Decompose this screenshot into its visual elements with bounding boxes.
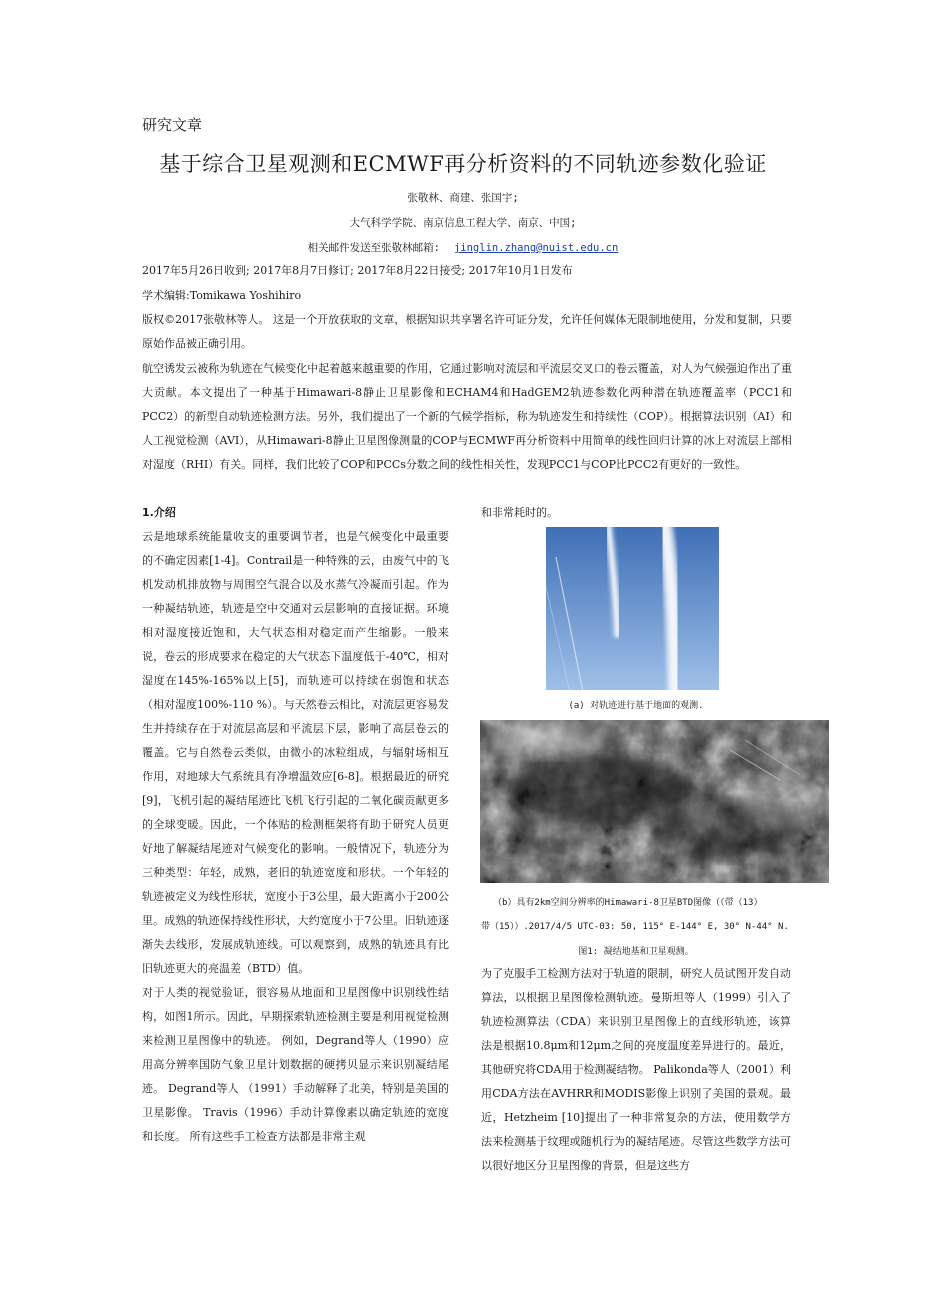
paper-title: 基于综合卫星观测和ECMWF再分析资料的不同轨迹参数化验证 xyxy=(159,152,767,176)
dates: 2017年5月26日收到; 2017年8月7日修订; 2017年8月22日接受; 2017年10月1日发布 xyxy=(142,264,573,277)
editor: 学术编辑:Tomikawa Yoshihiro xyxy=(142,289,302,302)
intro-paragraph-1: 云是地球系统能量收支的重要调节者，也是气候变化中最重要的不确定因素[1-4]。Contrail是一种特殊的云，由废气中的飞机发动机排放物与周围空气混合以及水蒸气冷凝而引起。作为一种凝结轨迹，轨迹是空中交通对云层影响的直接证据。环境相对湿度接近饱和，大气状态相对稳定而产生缩影。一般来说，卷云的形成要求在稳定的大气状态下温度低于-40℃，相对湿度在145%-165%以上[5]，而轨迹可以持续在弱饱和状态（相对湿度100%-110 %）。与天然卷云相比，对流层更容易发生并持续存在于对流层高层和平流层下层，影响了高层卷云的覆盖。它与自然卷云类似，由微小的冰粒组成，与辐射场相互作用，对地球大气系统具有净增温效应[6-8]。根据最近的研究[9]，飞机引起的凝结尾迹比飞机飞行引起的二氧化碳贡献更多的全球变暖。因此，一个体贴的检测框架将有助于研究人员更好地了解凝结尾迹对气候变化的影响。一般情况下，轨迹分为三种类型：年轻，成熟，老旧的轨迹宽度和形状。一个年轻的轨迹被定义为线性形状，宽度小于3公里，最大距离小于200公里。成熟的轨迹保持线性形状，大约宽度小于7公里。旧轨迹逐渐失去线形，发展成轨迹线。可以观察到，成熟的轨迹具有比旧轨迹更大的亮温差（BTD）值。 xyxy=(142,530,449,975)
abstract: 航空诱发云被称为轨迹在气候变化中起着越来越重要的作用，它通过影响对流层和平流层交叉口的卷云覆盖，对人为气候强迫作出了重大贡献。本文提出了一种基于Himawari-8静止卫星影像和ECHAM4和HadGEM2轨迹参数化两种潜在轨迹覆盖率（PCC1和PCC2）的新型自动轨迹检测方法。另外，我们提出了一个新的气候学指标，称为轨迹发生和持续性（COP）。根据算法识别（AI）和人工视觉检测（AVI），从Himawari-8静止卫星图像测量的COP与ECMWF再分析资料中用简单的线性回归计算的冰上对流层上部相对湿度（RHI）有关。同样，我们比较了COP和PCCs分数之间的线性相关性，发现PCC1与COP比PCC2有更好的一致性。 xyxy=(142,362,792,471)
section-label: 研究文章 xyxy=(142,116,203,134)
right-column-top: 和非常耗时的。 xyxy=(481,506,558,519)
correspondence xyxy=(0,240,926,255)
satellite-graphic xyxy=(480,720,829,883)
right-column-paragraph: 为了克服手工检测方法对于轨道的限制，研究人员试图开发自动算法，以根据卫星图像检测轨迹。曼斯坦等人（1999）引入了轨迹检测算法（CDA）来识别卫星图像上的直线形轨迹，该算法是根据10.8μm和12μm之间的亮度温度差异进行的。最近，其他研究将CDA用于检测凝结物。 Palikonda等人（2001）利用CDA方法在AVHRR和MODIS影像上识别了美国的景观。最近，Hetzheim [10]提出了一种非常复杂的方法，使用数学方法来检测基于纹理或随机行为的凝结尾迹。尽管这些数学方法可以很好地区分卫星图像的背景，但是这些方 xyxy=(481,967,791,1172)
intro-paragraph-2: 对于人类的视觉验证，很容易从地面和卫星图像中识别线性结构，如图1所示。因此，早期探索轨迹检测主要是利用视觉检测来检测卫星图像中的轨迹。 例如，Degrand等人（1990）应用高分辨率国防气象卫星计划数据的硬拷贝显示来识别凝结尾迹。 Degrand等人 （1991）手动解释了北美，特别是美国的卫星影像。 Travis（1996）手动计算像素以确定轨迹的宽度和长度。 所有这些手工检查方法都是非常主观 xyxy=(142,986,449,1143)
correspondence-prefix: 相关邮件发送至张敬林邮箱: xyxy=(307,242,440,254)
figure-b-satellite-image xyxy=(480,720,829,883)
copyright: 版权©2017张敬林等人。 这是一个开放获取的文章，根据知识共享署名许可证分发，允许任何媒体无限制地使用，分发和复制，只要原始作品被正确引用。 xyxy=(142,313,792,350)
figure-1-caption: 图1: 凝结地基和卫星观测。 xyxy=(578,947,694,957)
sky-photo-graphic xyxy=(546,527,719,690)
authors: 张敬林、商建、张国宇; xyxy=(407,192,519,204)
caption-b-line1: （b）具有2km空间分辨率的Himawari-8卫星BTD图像（（带（13） xyxy=(493,898,763,908)
affiliation: 大气科学学院、南京信息工程大学、南京、中国; xyxy=(349,217,577,229)
email-link[interactable]: jinglin.zhang@nuist.edu.cn xyxy=(453,242,619,254)
left-column xyxy=(142,501,449,1149)
section-heading-intro: 1.介绍 xyxy=(142,506,176,519)
caption-b-line2: 带（15））.2017/4/5 UTC-03: 50, 115° E-144° E, 30° N-44° N. xyxy=(481,922,789,932)
caption-a: (a) 对轨迹进行基于地面的观测. xyxy=(568,701,704,711)
figure-a-contrail-photo xyxy=(546,527,719,690)
